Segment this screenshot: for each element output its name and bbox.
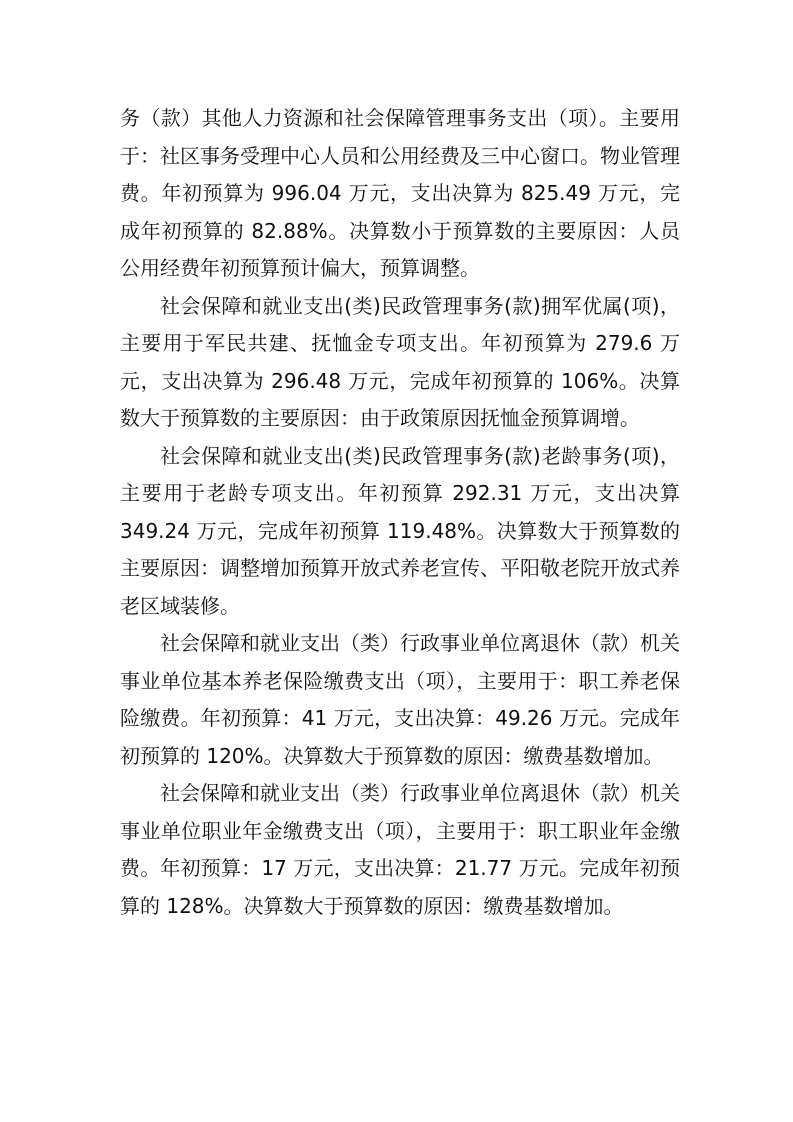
paragraph-1: 务（款）其他人力资源和社会保障管理事务支出（项）。主要用于：社区事务受理中心人员和公用经费及三中心窗口。物业管理费。年初预算为 996.04 万元，支出决算为 825.49 万元，完成年初预算的 82.88%。决算数小于预算数的主要原因：人员公用经费年初预算预计偏大，预算调整。 bbox=[120, 106, 680, 280]
paragraph-4: 社会保障和就业支出（类）行政事业单位离退休（款）机关事业单位基本养老保险缴费支出（项），主要用于：职工养老保险缴费。年初预算：41 万元，支出决算：49.26 万元。完成年初预算的 120%。决算数大于预算数的原因：缴费基数增加。 bbox=[120, 631, 680, 768]
document-body bbox=[120, 100, 680, 925]
paragraph-5: 社会保障和就业支出（类）行政事业单位离退休（款）机关事业单位职业年金缴费支出（项），主要用于：职工职业年金缴费。年初预算：17 万元，支出决算：21.77 万元。完成年初预算的 128%。决算数大于预算数的原因：缴费基数增加。 bbox=[120, 781, 680, 918]
paragraph-2: 社会保障和就业支出(类)民政管理事务(款)拥军优属(项)，主要用于军民共建、抚恤金专项支出。年初预算为 279.6 万元，支出决算为 296.48 万元，完成年初预算的 106%。决算数大于预算数的主要原因：由于政策原因抚恤金预算调增。 bbox=[120, 293, 680, 430]
paragraph-3: 社会保障和就业支出(类)民政管理事务(款)老龄事务(项)，主要用于老龄专项支出。年初预算 292.31 万元，支出决算 349.24 万元，完成年初预算 119.48%。决算数大于预算数的主要原因：调整增加预算开放式养老宣传、平阳敬老院开放式养老区域装修。 bbox=[120, 443, 680, 618]
